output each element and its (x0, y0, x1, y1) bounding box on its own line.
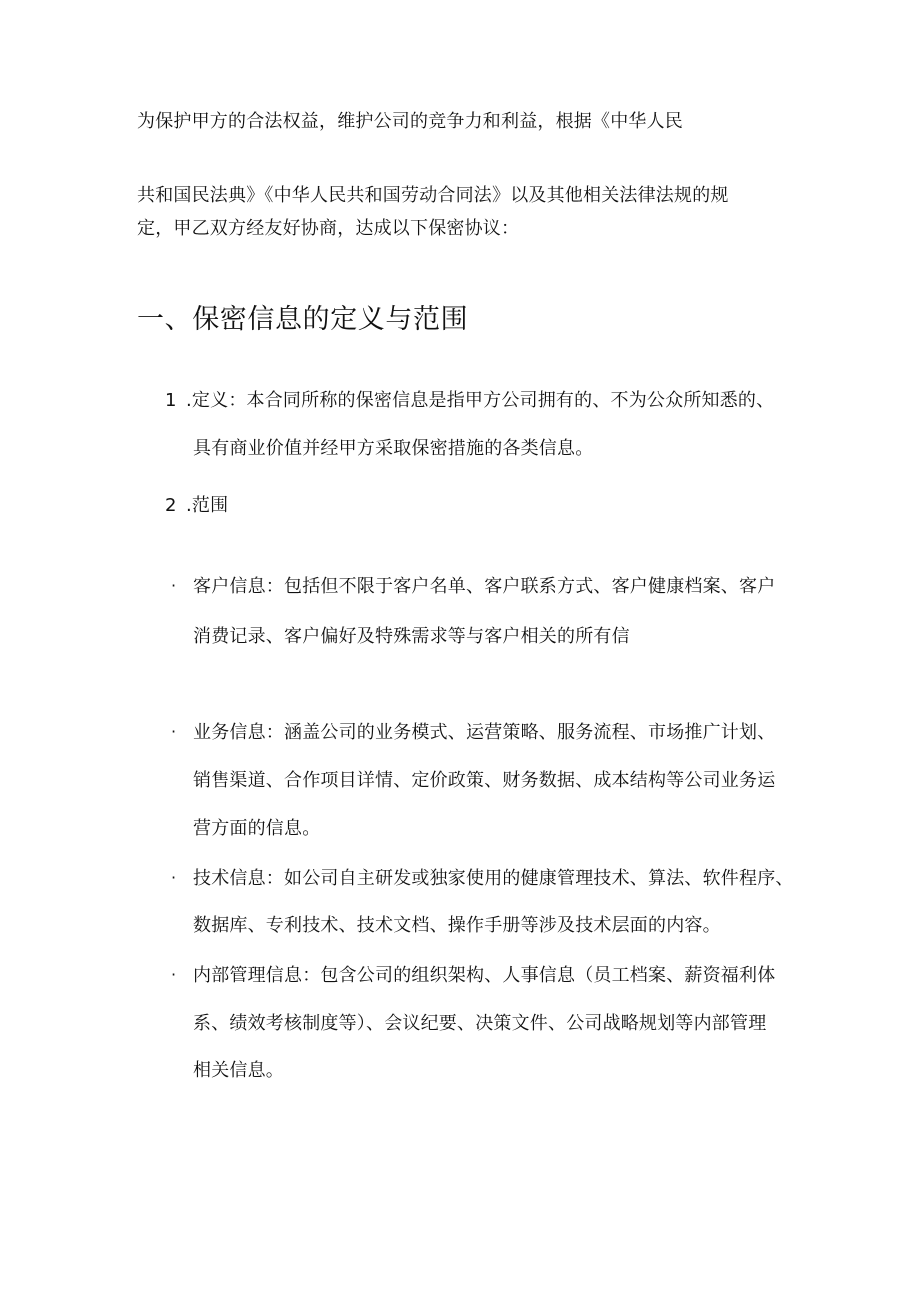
bullet-dot: · (171, 576, 177, 595)
bullet-dot: · (171, 965, 177, 984)
bullet-dot: · (171, 722, 177, 741)
section-heading: 一、保密信息的定义与范围 (137, 304, 469, 335)
item-2-label: .范围 (186, 495, 229, 516)
bullet-dot: · (171, 868, 177, 887)
item-1-line-1: .定义：本合同所称的保密信息是指甲方公司拥有的、不为公众所知悉的、 (186, 390, 775, 411)
bullet-1-line-1: 客户信息：包括但不限于客户名单、客户联系方式、客户健康档案、客户 (193, 576, 776, 597)
bullet-4-line-3: 相关信息。 (193, 1060, 284, 1081)
intro-line-1: 为保护甲方的合法权益，维护公司的竞争力和利益，根据《中华人民 (137, 111, 683, 132)
bullet-1-line-2: 消费记录、客户偏好及特殊需求等与客户相关的所有信 (193, 626, 630, 647)
bullet-4-line-1: 内部管理信息：包含公司的组织架构、人事信息（员工档案、薪资福利体 (193, 965, 776, 986)
item-1-number: 1 (165, 390, 177, 411)
bullet-2-line-1: 业务信息：涵盖公司的业务模式、运营策略、服务流程、市场推广计划、 (193, 722, 776, 743)
bullet-3-line-1: 技术信息：如公司自主研发或独家使用的健康管理技术、算法、软件程序、 (193, 868, 794, 889)
intro-line-2: 共和国民法典》《中华人民共和国劳动合同法》以及其他相关法律法规的规 (137, 185, 729, 206)
intro-line-3: 定，甲乙双方经友好协商，达成以下保密协议： (137, 218, 520, 239)
bullet-3-line-2: 数据库、专利技术、技术文档、操作手册等涉及技术层面的内容。 (193, 915, 721, 936)
bullet-4-line-2: 系、绩效考核制度等）、会议纪要、决策文件、公司战略规划等内部管理 (193, 1013, 767, 1034)
item-2-number: 2 (165, 495, 177, 516)
item-1-line-2: 具有商业价值并经甲方采取保密措施的各类信息。 (193, 438, 594, 459)
bullet-2-line-3: 营方面的信息。 (193, 818, 321, 839)
bullet-2-line-2: 销售渠道、合作项目详情、定价政策、财务数据、成本结构等公司业务运 (193, 770, 776, 791)
